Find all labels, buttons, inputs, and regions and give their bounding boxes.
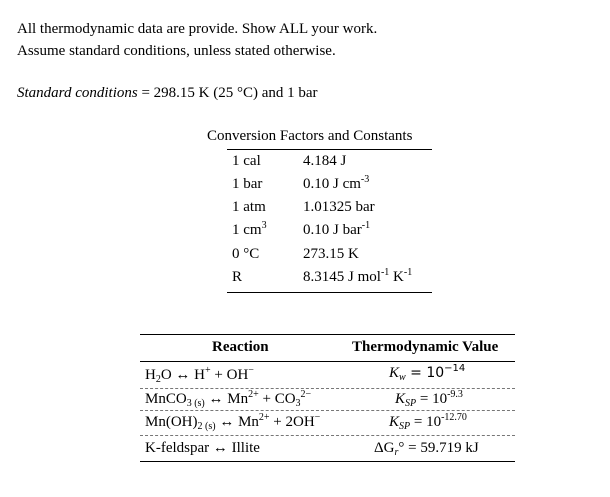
reaction-header-rule [140, 361, 515, 362]
conversion-value: 4.184 J [303, 153, 347, 169]
conversion-row [232, 246, 432, 268]
value-ksp-mnco3: $K_{SP} = 10^{-9.3}$ [395, 389, 463, 409]
value-delta-g: $\Delta G_r^\circ = 59.719$ kJ [374, 440, 479, 458]
conversion-row [232, 153, 432, 175]
reaction-bottom-rule [140, 461, 515, 462]
conversion-value: 0.10 J bar$^{-1}$ [303, 220, 371, 238]
conversion-top-rule [227, 149, 432, 150]
conversion-table-title: Conversion Factors and Constants [207, 128, 413, 144]
reaction-mnoh2: $Mn(OH)_2$ $_{(s)}$ ↔ $Mn^{2+} + 2OH^-$ [145, 412, 321, 432]
standard-conditions-label: Standard conditions [17, 85, 138, 101]
conversion-row [232, 222, 432, 244]
conversion-unit: 1 cal [232, 153, 261, 169]
value-ksp-mnoh2: $K_{SP} = 10^{-12.70}$ [389, 412, 467, 432]
instruction-line-2: Assume standard conditions, unless stated otherwise. [17, 43, 336, 59]
conversion-bottom-rule [227, 292, 432, 293]
conversion-row [232, 176, 432, 198]
conversion-unit: R [232, 269, 243, 285]
value-kw: $K_w = 10^{-14}$ [389, 363, 466, 383]
conversion-value: 1.01325 bar [303, 199, 375, 215]
conversion-unit: 1 atm [232, 199, 266, 215]
conversion-unit: 0 °C [232, 246, 260, 262]
instruction-line-1: All thermodynamic data are provide. Show ALL your work. [17, 21, 378, 37]
conversion-unit: 1 $cm^3$ [232, 220, 267, 238]
header-reaction: Reaction [212, 339, 269, 355]
conversion-value: 8.3145 J mol$^{-1}$ $K^{-1}$ [303, 267, 413, 285]
reaction-table [140, 334, 515, 462]
conversion-unit: 1 bar [232, 176, 263, 192]
reaction-mnco3: MnCO$_3$ $_{(s)}$ ↔ $Mn^{2+} + CO_3^{2-}$ [145, 389, 312, 409]
conversion-row [232, 269, 432, 291]
row-divider [140, 410, 515, 411]
reaction-top-rule [140, 334, 515, 335]
reaction-water: $H_2O$ ↔ H+ + OH− [145, 365, 254, 385]
conversion-value: 0.10 J $cm^{-3}$ [303, 174, 370, 192]
conversion-row [232, 199, 432, 221]
row-divider [140, 435, 515, 436]
standard-conditions-value: = 298.15 K (25 °C) and 1 bar [137, 85, 318, 101]
header-thermodynamic-value: Thermodynamic Value [352, 339, 499, 355]
standard-conditions [17, 85, 318, 102]
conversion-value: 273.15 K [303, 246, 359, 262]
reaction-kfeldspar: K-feldspar ↔ Illite [145, 440, 260, 456]
